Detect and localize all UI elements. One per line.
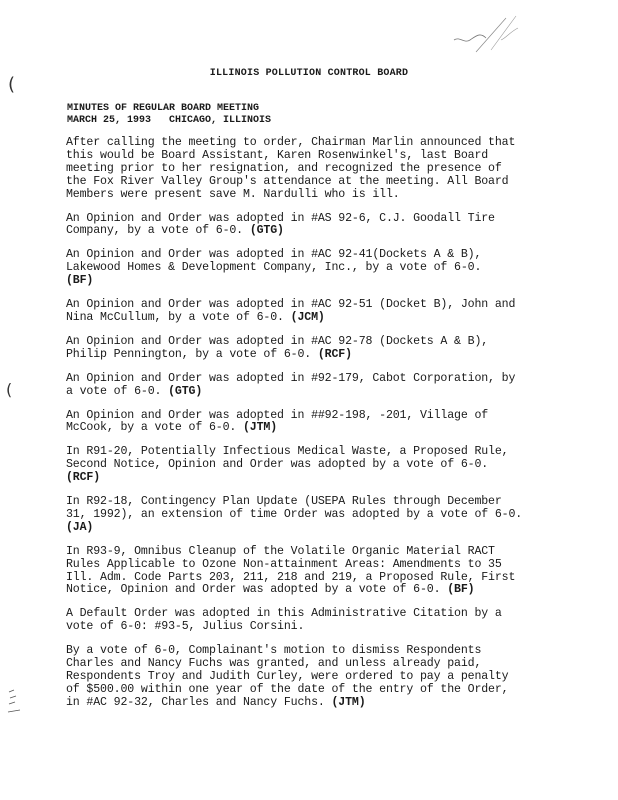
minute-item [66, 410, 544, 436]
paragraph-text: In R91-20, Potentially Infectious Medical Waste, a Proposed Rule, Second Notice, Opinion and Order was adopted by a vote of 6-0. [66, 445, 509, 472]
minute-item [66, 608, 544, 634]
initials-tag: (GTG) [168, 384, 203, 398]
initials-tag: (RCF) [66, 471, 101, 485]
paragraph-text: An Opinion and Order was adopted in #92-179, Cabot Corporation, by a vote of 6-0. [66, 371, 516, 398]
paragraph-text: A Default Order was adopted in this Administrative Citation by a vote of 6-0: #93-5, Julius Corsini. [66, 607, 502, 634]
paragraph-text: An Opinion and Order was adopted in #AC 92-41(Dockets A & B), Lakewood Homes & Development Company, Inc., by a vote of 6-0. [66, 248, 482, 275]
paragraph-text: An Opinion and Order was adopted in #AC 92-78 (Dockets A & B), Philip Pennington, by a vote of 6-0. [66, 334, 489, 361]
paragraph-text: In R92-18, Contingency Plan Update (USEPA Rules through December 31, 1992), an extension of time Order was adopted by a vote of 6-0. [66, 495, 523, 521]
minute-item [66, 299, 544, 325]
minute-item [66, 446, 544, 485]
paragraph-text: An Opinion and Order was adopted in #AS 92-6, C.J. Goodall Tire Company, by a vote of 6-0. [66, 211, 495, 238]
minute-item [66, 645, 544, 710]
heading-line-2: MARCH 25, 1993 CHICAGO, ILLINOIS [67, 115, 272, 126]
initials-tag: (JCM) [290, 310, 325, 324]
paragraph-text: An Opinion and Order was adopted in ##92-198, -201, Village of McCook, by a vote of 6-0. [66, 408, 489, 435]
minutes-heading [67, 103, 271, 127]
initials-tag: (GTG) [249, 224, 284, 238]
minute-item [66, 496, 544, 535]
page-title: ILLINOIS POLLUTION CONTROL BOARD [209, 68, 409, 79]
minute-item [66, 336, 544, 362]
paragraph-text: After calling the meeting to order, Chairman Marlin announced that this would be Board Assistant, Karen Rosenwinkel's, last Board meeting prior to her resignation, and recognized the presence of the Fox River Valley Group's attendance at the meeting. All Board Members were present save M. Nardulli who is ill. [66, 136, 516, 201]
initials-tag: (JA) [66, 520, 94, 534]
heading-line-1: MINUTES OF REGULAR BOARD MEETING [67, 103, 260, 114]
handwritten-initials-mark [446, 10, 536, 70]
minute-item [66, 546, 544, 598]
margin-mark-top: ( [8, 74, 16, 95]
margin-scribble-bottom [6, 686, 26, 716]
paragraph-text: An Opinion and Order was adopted in #AC 92-51 (Docket B), John and Nina McCullum, by a vote of 6-0. [66, 298, 516, 324]
intro-paragraph [66, 137, 544, 202]
paragraph-text: In R93-9, Omnibus Cleanup of the Volatile Organic Material RACT Rules Applicable to Ozone Non-attainment Areas: Amendments to 35 Ill. Adm. Code Parts 203, 211, 218 and 219, a Proposed Rule, First Notice, Opinion and Order was adopted by a vote of 6-0. [66, 544, 516, 597]
minute-item [66, 249, 544, 288]
minute-item [66, 213, 544, 239]
minute-item [66, 373, 544, 399]
margin-mark-middle: ( [6, 380, 13, 399]
initials-tag: (BF) [447, 583, 475, 597]
minutes-body [66, 137, 544, 721]
initials-tag: (BF) [66, 274, 94, 288]
initials-tag: (RCF) [317, 347, 352, 361]
paragraph-text: By a vote of 6-0, Complainant's motion to dismiss Respondents Charles and Nancy Fuchs was granted, and unless already paid, Respondents Troy and Judith Curley, were ordered to pay a penalty of $500.00 within one year of the date of the entry of the Order, in #AC 92-32, Charles and Nancy Fuchs. [66, 644, 509, 709]
initials-tag: (JTM) [331, 695, 366, 709]
initials-tag: (JTM) [243, 421, 278, 435]
